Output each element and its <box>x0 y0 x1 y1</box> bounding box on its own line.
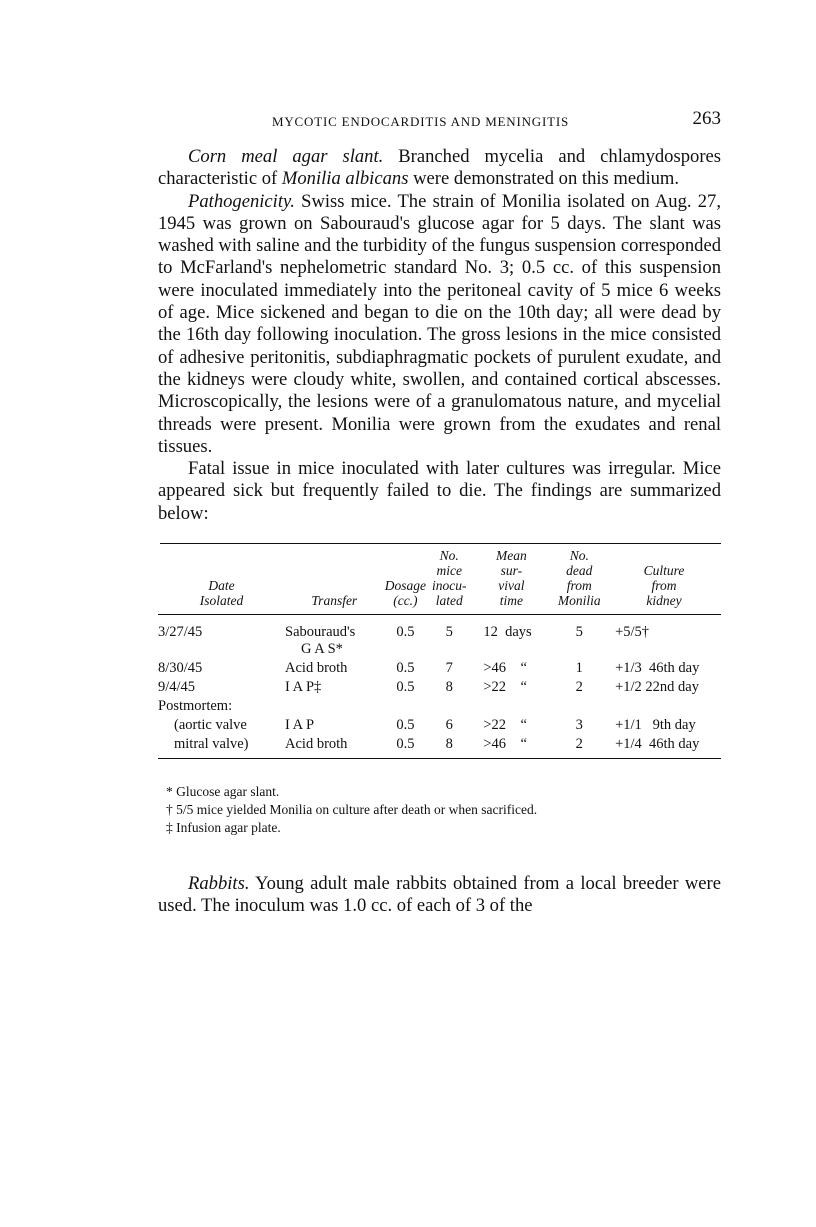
results-table <box>158 544 721 754</box>
cell-transfer: Acid broth <box>285 660 348 677</box>
cell-dosage: 0.5 <box>396 717 415 734</box>
running-head <box>158 108 721 134</box>
cell-survival: >46 “ <box>483 660 527 677</box>
cell-date: 3/27/45 <box>158 624 203 641</box>
table-row <box>158 716 721 735</box>
page-number: 263 <box>692 108 721 129</box>
group-label-postmortem: Postmortem: <box>158 698 233 715</box>
cell-dead: 2 <box>575 679 583 696</box>
header-transfer: Transfer <box>311 593 358 609</box>
cell-culture: +1/4 46th day <box>615 736 700 753</box>
cell-transfer: Acid broth <box>285 736 348 753</box>
header-dosage: Dosage (cc.) <box>384 578 426 609</box>
paragraph-pathogenicity <box>158 191 721 459</box>
cell-culture: +1/1 9th day <box>615 717 696 734</box>
cell-dosage: 0.5 <box>396 736 415 753</box>
cell-dosage: 0.5 <box>396 660 415 677</box>
paragraph-text: Fatal issue in mice inoculated with later cultures was irregular. Mice appeared sick but frequently failed to die. The findings are summarized below: <box>158 458 721 524</box>
paragraph-fatal-issue <box>158 458 721 525</box>
cell-culture: +1/2 22nd day <box>615 679 699 696</box>
cell-mice: 8 <box>445 736 453 753</box>
paragraph-lead: Corn meal agar slant. <box>188 146 384 167</box>
paragraph-text: Branched mycelia and chlamydospores characteristic of <box>158 146 721 190</box>
table-row <box>158 735 721 754</box>
footnote: ‡ Infusion agar plate. <box>166 820 281 836</box>
cell-survival: 12 days <box>483 624 532 641</box>
paragraph-text: Swiss mice. The strain of Monilia isolated on Aug. 27, 1945 was grown on Sabouraud's glucose agar for 5 days. The slant was washed with saline and the turbidity of the fungus suspension corresponded to McFarland's nephelometric standard No. 3; 0.5 cc. of this suspension were inoculated immediately into the peritoneal cavity of 5 mice 6 weeks of age. Mice sickened and began to die on the 10th day; all were dead by the 16th day following inoculation. The gross lesions in the mice consisted of adhesive peritonitis, subdiaphragmatic pockets of purulent exudate, and the kidneys were cloudy white, swollen, and contained cortical abscesses. Microscopically, the lesions were of a granulomatous nature, and mycelial threads were present. Monilia were grown from the exudates and renal tissues. <box>158 190 721 457</box>
cell-date: 9/4/45 <box>158 679 196 696</box>
cell-transfer: I A P‡ <box>285 679 322 696</box>
table-row <box>158 678 721 697</box>
group-label-row <box>158 697 721 716</box>
cell-transfer: I A P <box>285 717 315 734</box>
cell-dead: 5 <box>575 624 583 641</box>
body-text-continued <box>158 873 721 918</box>
cell-dead: 1 <box>575 660 583 677</box>
header-rule <box>158 615 721 624</box>
header-dead-from-monilia: No. dead from Monilia <box>557 548 601 609</box>
table-row <box>158 659 721 678</box>
cell-survival: >22 “ <box>483 679 527 696</box>
paragraph-lead: Pathogenicity. <box>188 190 295 212</box>
cell-mice: 5 <box>445 624 453 641</box>
paragraph-lead: Rabbits. <box>188 873 250 895</box>
footnote: † 5/5 mice yielded Monilia on culture after death or when sacrificed. <box>166 802 538 818</box>
table-body <box>158 623 721 754</box>
header-date: Date Isolated <box>199 578 244 609</box>
table-row <box>158 623 721 659</box>
cell-survival: >46 “ <box>483 736 527 753</box>
cell-dead: 3 <box>575 717 583 734</box>
table-header-row <box>158 544 721 615</box>
paragraph-text: Young adult male rabbits obtained from a local breeder were used. The inoculum was 1.0 cc. of each of 3 of the <box>158 873 721 917</box>
cell-dosage: 0.5 <box>396 679 415 696</box>
cell-date: (aortic valve <box>174 717 247 734</box>
cell-mice: 6 <box>445 717 453 734</box>
header-mice-inoculated: No. mice inocu- lated <box>431 548 467 609</box>
cell-culture: +1/3 46th day <box>615 660 700 677</box>
results-table-block <box>158 543 721 759</box>
cell-dead: 2 <box>575 736 583 753</box>
cell-transfer-continued: G A S* <box>301 641 343 658</box>
table-bottom-rule <box>158 758 721 759</box>
cell-mice: 8 <box>445 679 453 696</box>
cell-survival: >22 “ <box>483 717 527 734</box>
footnote: * Glucose agar slant. <box>166 784 280 800</box>
running-title: MYCOTIC ENDOCARDITIS AND MENINGITIS <box>272 114 570 129</box>
body-text <box>158 146 721 525</box>
paragraph-text: were demonstrated on this medium. <box>408 168 680 190</box>
cell-mice: 7 <box>445 660 453 677</box>
cell-date: mitral valve) <box>174 736 249 753</box>
cell-date: 8/30/45 <box>158 660 203 677</box>
page <box>158 108 721 918</box>
paragraph-rabbits <box>158 873 721 918</box>
header-mean-survival: Mean sur- vival time <box>496 548 527 609</box>
table-footnotes <box>166 783 721 837</box>
species-name: Monilia albicans <box>281 168 409 190</box>
cell-dosage: 0.5 <box>396 624 415 641</box>
cell-transfer: Sabouraud's G A S* <box>285 624 356 658</box>
paragraph-corn-meal <box>158 146 721 191</box>
cell-culture: +5/5† <box>615 624 650 641</box>
header-culture-from-kidney: Culture from kidney <box>643 563 685 609</box>
